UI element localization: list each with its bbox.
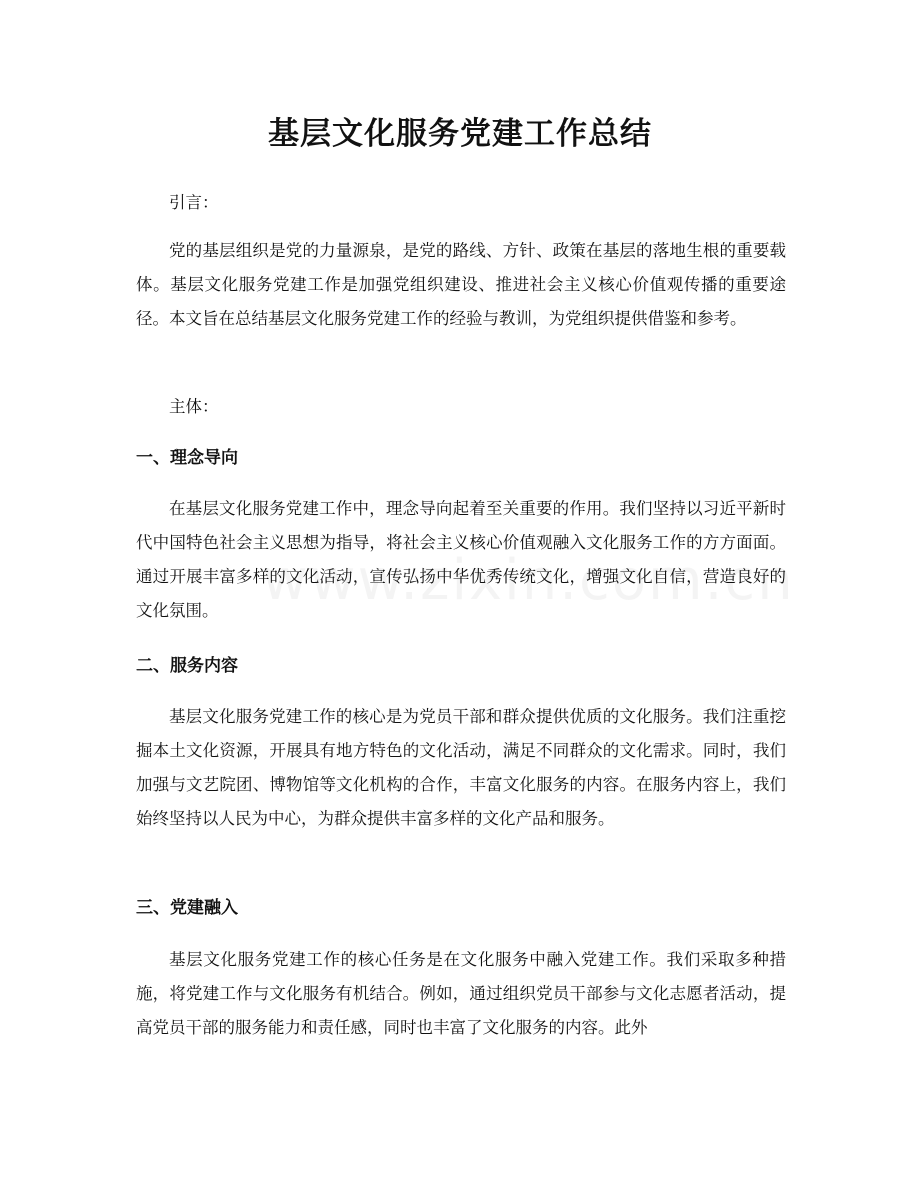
section-heading-2: 二、服务内容: [136, 656, 238, 676]
intro-paragraph: 党的基层组织是党的力量源泉，是党的路线、方针、政策在基层的落地生根的重要载体。基层文化服务党建工作是加强党组织建设、推进社会主义核心价值观传播的重要途径。本文旨在总结基层文化服务党建工作的经验与教训，为党组织提供借鉴和参考。: [136, 241, 786, 328]
section-paragraph-2: 基层文化服务党建工作的核心是为党员干部和群众提供优质的文化服务。我们注重挖掘本土文化资源，开展具有地方特色的文化活动，满足不同群众的文化需求。同时，我们加强与文艺院团、博物馆等文化机构的合作，丰富文化服务的内容。在服务内容上，我们始终坚持以人民为中心，为群众提供丰富多样的文化产品和服务。: [136, 707, 786, 828]
section-heading-1: 一、理念导向: [136, 448, 238, 468]
document-title: 基层文化服务党建工作总结: [268, 116, 652, 152]
body-label: 主体：: [169, 397, 219, 416]
section-paragraph-1: 在基层文化服务党建工作中，理念导向起着至关重要的作用。我们坚持以习近平新时代中国特色社会主义思想为指导，将社会主义核心价值观融入文化服务工作的方方面面。通过开展丰富多样的文化活动，宣传弘扬中华优秀传统文化，增强文化自信，营造良好的文化氛围。: [136, 499, 786, 620]
section-heading-3: 三、党建融入: [136, 898, 238, 918]
intro-label: 引言：: [169, 193, 219, 212]
section-paragraph-3: 基层文化服务党建工作的核心任务是在文化服务中融入党建工作。我们采取多种措施，将党建工作与文化服务有机结合。例如，通过组织党员干部参与文化志愿者活动，提高党员干部的服务能力和责任感，同时也丰富了文化服务的内容。此外: [136, 950, 786, 1037]
